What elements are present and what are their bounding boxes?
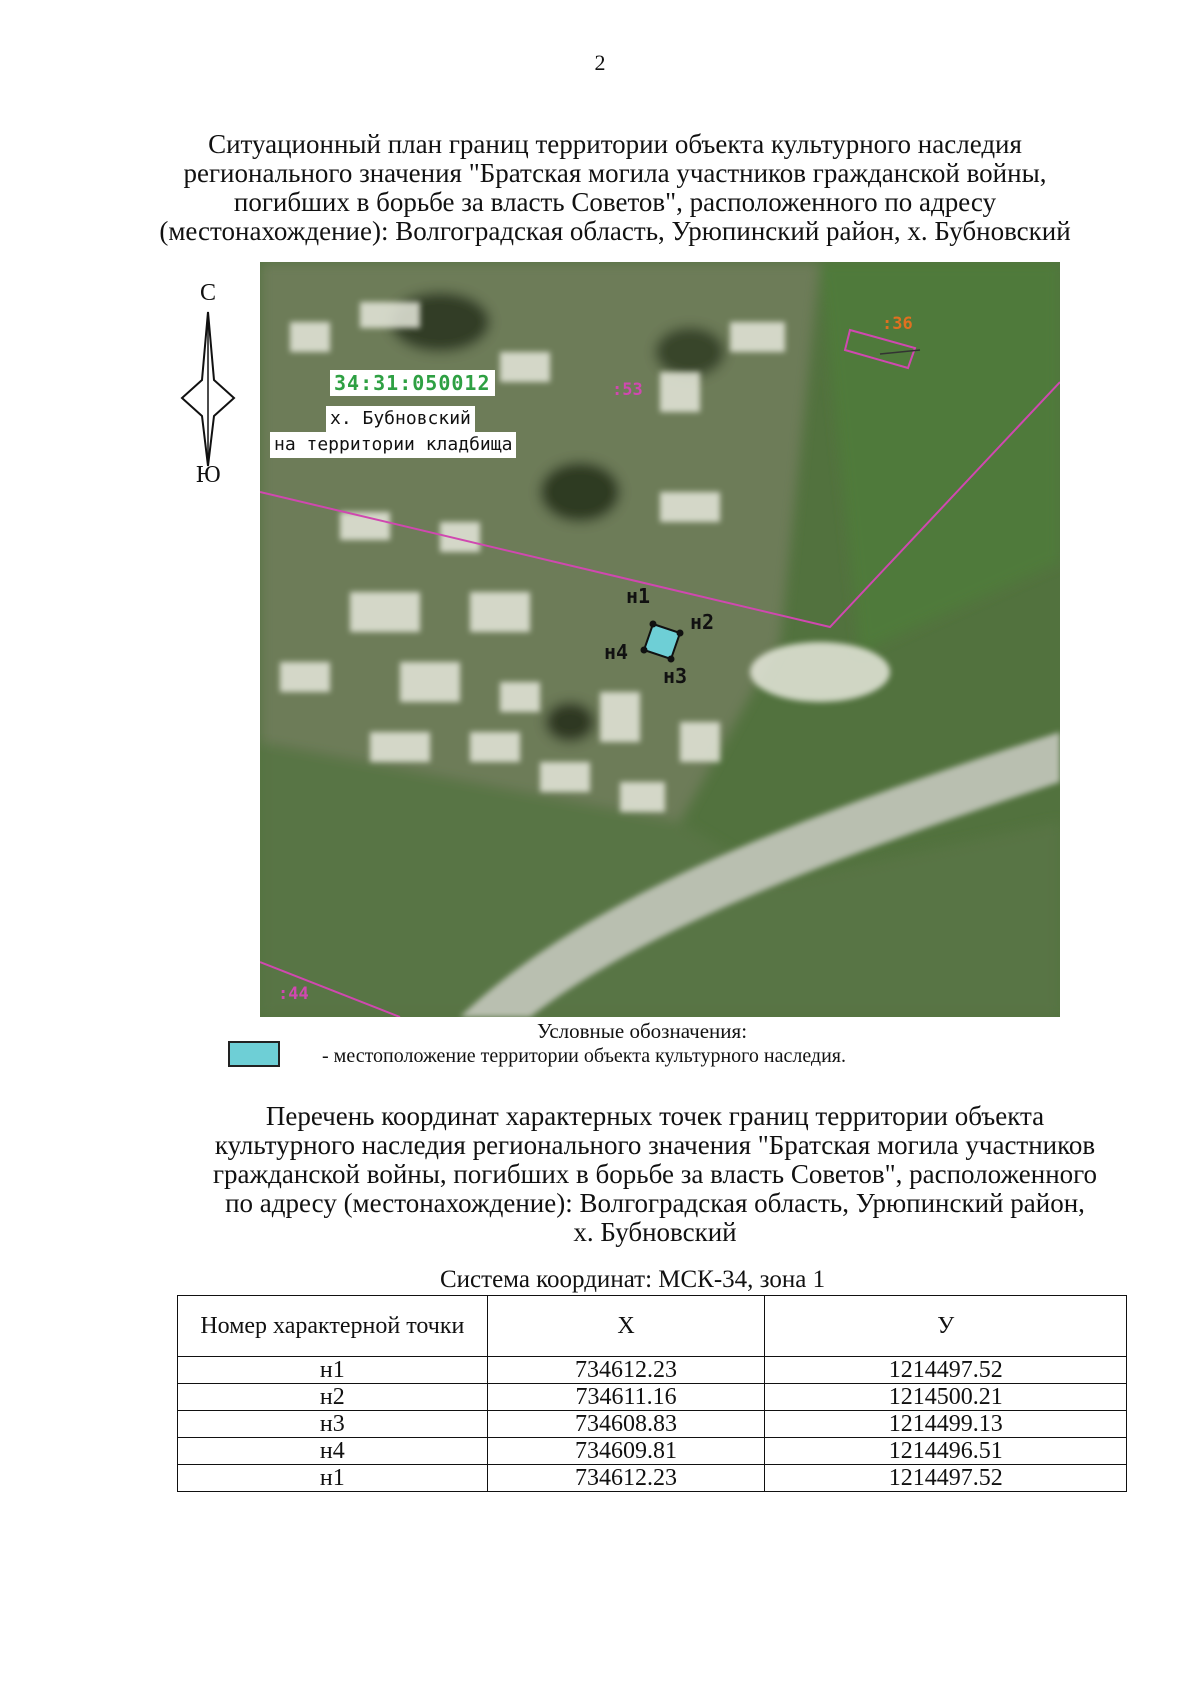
- table-row: [178, 1411, 1127, 1438]
- place-label: х. Бубновский: [326, 406, 475, 432]
- coordinate-system: Система координат: МСК-34, зона 1: [440, 1266, 826, 1293]
- coordinates-table: [177, 1295, 1127, 1492]
- parcel-label: :44: [278, 984, 309, 1004]
- cell-y: 1214496.51: [765, 1438, 1127, 1465]
- cell-point: н3: [178, 1411, 488, 1438]
- table-row: [178, 1357, 1127, 1384]
- satellite-map: [260, 262, 1060, 1017]
- compass-south-label: Ю: [196, 462, 221, 488]
- list-title-line: Перечень координат характерных точек границ территории объекта: [265, 1101, 1045, 1131]
- table-row: [178, 1384, 1127, 1411]
- list-title-line: по адресу (местонахождение): Волгоградская область, Урюпинский район,: [225, 1188, 1085, 1218]
- cell-x: 734611.16: [487, 1384, 765, 1411]
- table-row: [178, 1438, 1127, 1465]
- legend-swatch: [228, 1041, 280, 1067]
- column-header-y: У: [765, 1296, 1127, 1357]
- plan-title: [120, 130, 1110, 246]
- cell-x: 734612.23: [487, 1465, 765, 1492]
- plan-title-line: погибших в борьбе за власть Советов", расположенного по адресу: [233, 187, 997, 217]
- coordinates-list-title: [160, 1102, 1150, 1247]
- cell-y: 1214500.21: [765, 1384, 1127, 1411]
- cell-x: 734612.23: [487, 1357, 765, 1384]
- parcel-label: :36: [882, 314, 913, 334]
- cell-y: 1214497.52: [765, 1465, 1127, 1492]
- table-header-row: [178, 1296, 1127, 1357]
- cell-y: 1214497.52: [765, 1357, 1127, 1384]
- list-title-line: гражданской войны, погибших в борьбе за власть Советов", расположенного: [212, 1159, 1098, 1189]
- point-label-n3: н3: [663, 664, 688, 688]
- legend-item-text: - местоположение территории объекта культурного наследия.: [322, 1045, 847, 1067]
- cell-y: 1214499.13: [765, 1411, 1127, 1438]
- page-number: 2: [594, 50, 606, 75]
- plan-title-line: регионального значения "Братская могила участников гражданской войны,: [183, 158, 1047, 188]
- cadastral-quarter-label: 34:31:050012: [330, 370, 495, 396]
- point-label-n4: н4: [604, 640, 629, 664]
- cell-point: н4: [178, 1438, 488, 1465]
- north-arrow-icon: [178, 280, 238, 490]
- plan-title-line: Ситуационный план границ территории объекта культурного наследия: [208, 129, 1022, 159]
- point-label-n1: н1: [626, 584, 651, 608]
- column-header-point: Номер характерной точки: [178, 1296, 488, 1357]
- column-header-x: X: [487, 1296, 765, 1357]
- plan-title-line: (местонахождение): Волгоградская область, Урюпинский район, х. Бубновский: [159, 216, 1071, 246]
- cell-x: 734608.83: [487, 1411, 765, 1438]
- legend-title: Условные обозначения:: [537, 1019, 748, 1043]
- cell-point: н2: [178, 1384, 488, 1411]
- list-title-line: культурного наследия регионального значения "Братская могила участников: [214, 1130, 1096, 1160]
- cell-point: н1: [178, 1465, 488, 1492]
- compass-north-label: С: [200, 280, 217, 306]
- cell-x: 734609.81: [487, 1438, 765, 1465]
- place-sublabel: на территории кладбища: [270, 432, 516, 458]
- list-title-line: х. Бубновский: [573, 1217, 737, 1247]
- parcel-label: :53: [612, 380, 643, 400]
- table-row: [178, 1465, 1127, 1492]
- cell-point: н1: [178, 1357, 488, 1384]
- point-label-n2: н2: [690, 610, 715, 634]
